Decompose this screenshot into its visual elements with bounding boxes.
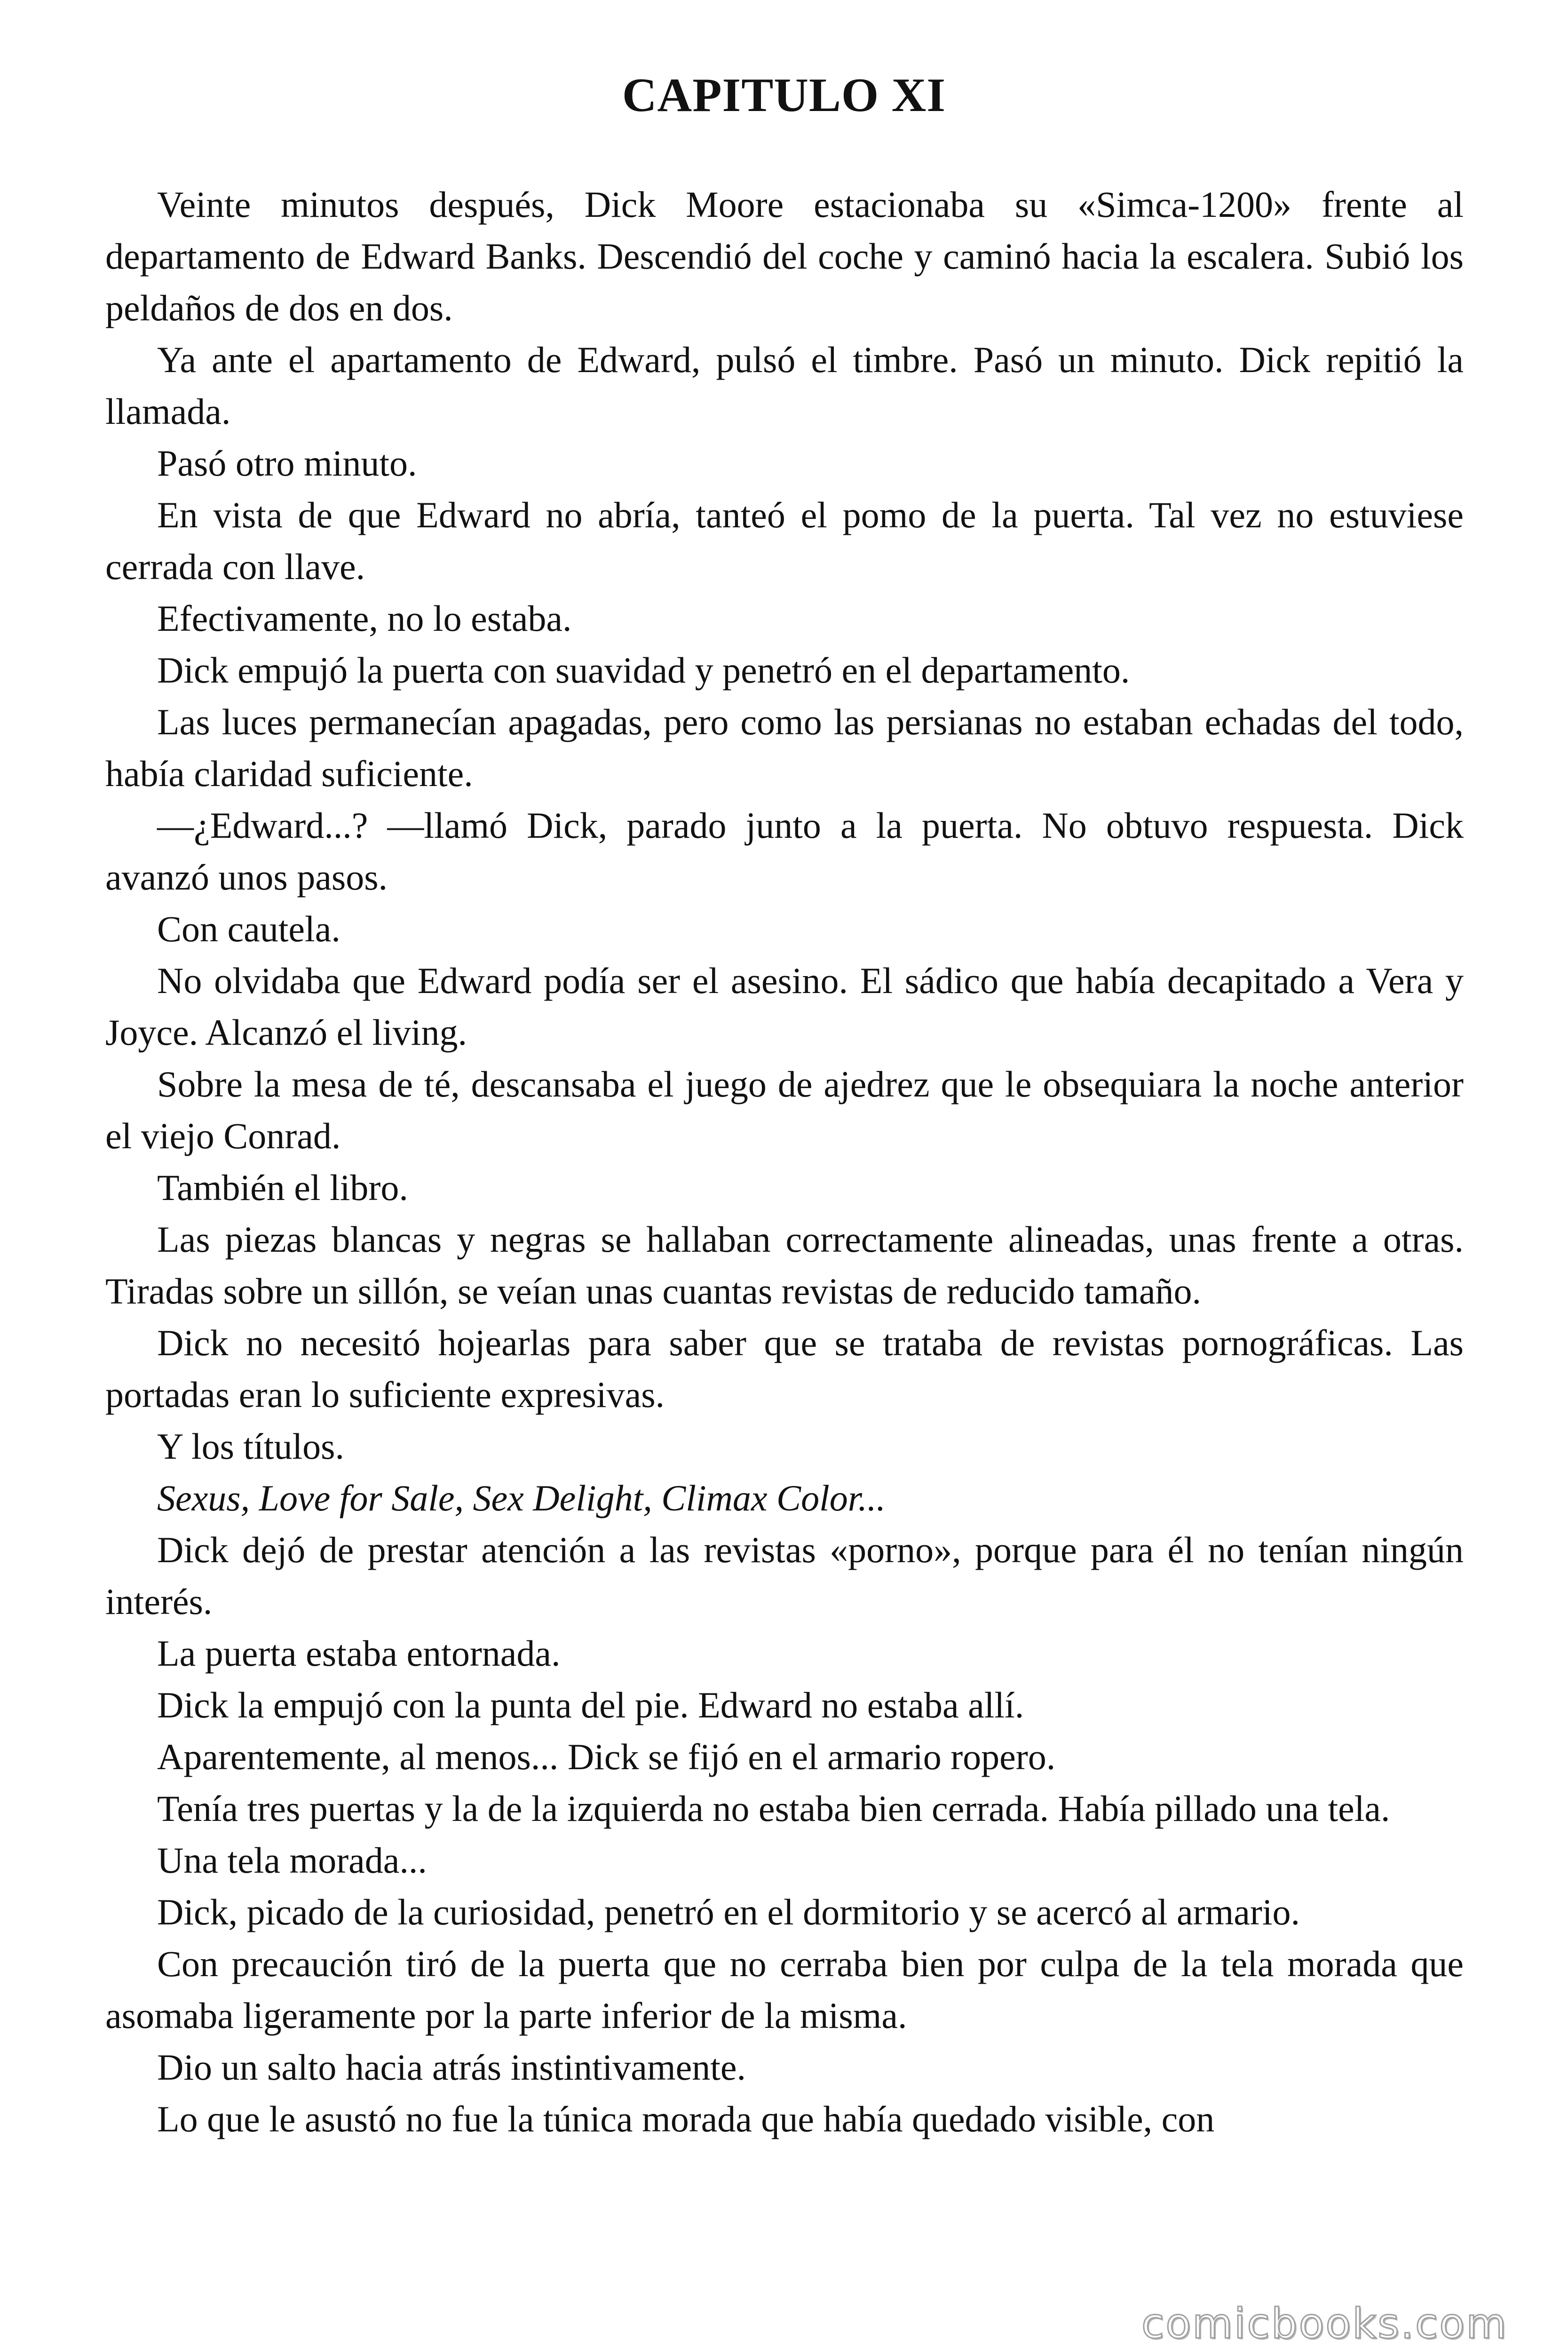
paragraph: Una tela morada... <box>157 1840 427 1881</box>
paragraph: La puerta estaba entornada. <box>157 1633 561 1674</box>
paragraph: En vista de que Edward no abría, tanteó el pomo de la puerta. Tal vez no estuviese cerrada con llave. <box>105 494 1464 587</box>
paragraph: Y los títulos. <box>157 1426 344 1467</box>
paragraph: Dick empujó la puerta con suavidad y penetró en el departamento. <box>157 650 1130 691</box>
paragraph: Dick, picado de la curiosidad, penetró en el dormitorio y se acercó al armario. <box>157 1891 1300 1932</box>
magazine-titles: Sexus, Love for Sale, Sex Delight, Climax Color... <box>157 1478 886 1518</box>
chapter-body <box>105 179 1464 2145</box>
paragraph: Las luces permanecían apagadas, pero como las persianas no estaban echadas del todo, había claridad suficiente. <box>105 701 1464 794</box>
paragraph: Veinte minutos después, Dick Moore estacionaba su «Simca-1200» frente al departamento de Edward Banks. Descendió del coche y caminó hacia la escalera. Subió los peldaños de dos en dos. <box>105 184 1464 328</box>
paragraph: Dick no necesitó hojearlas para saber que se trataba de revistas pornográficas. Las portadas eran lo suficiente expresivas. <box>105 1322 1464 1415</box>
paragraph: Dick la empujó con la punta del pie. Edward no estaba allí. <box>157 1685 1024 1725</box>
paragraph: No olvidaba que Edward podía ser el asesino. El sádico que había decapitado a Vera y Joyce. Alcanzó el living. <box>105 960 1464 1053</box>
chapter-title: CAPITULO XI <box>622 69 946 122</box>
paragraph: Con cautela. <box>157 908 341 949</box>
paragraph: Dick dejó de prestar atención a las revistas «porno», porque para él no tenían ningún interés. <box>105 1529 1464 1622</box>
watermark-logo: comicbooks.com <box>1141 2299 1508 2348</box>
paragraph: Efectivamente, no lo estaba. <box>157 598 572 639</box>
paragraph: Lo que le asustó no fue la túnica morada que había quedado visible, con <box>157 2098 1215 2139</box>
paragraph: Aparentemente, al menos... Dick se fijó en el armario ropero. <box>157 1736 1056 1777</box>
paragraph: Ya ante el apartamento de Edward, pulsó el timbre. Pasó un minuto. Dick repitió la llamada. <box>105 339 1464 432</box>
paragraph: —¿Edward...? —llamó Dick, parado junto a la puerta. No obtuvo respuesta. Dick avanzó unos pasos. <box>105 805 1464 898</box>
paragraph: Con precaución tiró de la puerta que no cerraba bien por culpa de la tela morada que asomaba ligeramente por la parte inferior de la misma. <box>105 1943 1464 2036</box>
paragraph: Sobre la mesa de té, descansaba el juego de ajedrez que le obsequiara la noche anterior el viejo Conrad. <box>105 1064 1464 1156</box>
paragraph: Dio un salto hacia atrás instintivamente. <box>157 2047 746 2088</box>
paragraph: También el libro. <box>157 1167 408 1208</box>
paragraph: Las piezas blancas y negras se hallaban correctamente alineadas, unas frente a otras. Tiradas sobre un sillón, se veían unas cuantas revistas de reducido tamaño. <box>105 1219 1464 1311</box>
paragraph: Pasó otro minuto. <box>157 443 417 484</box>
paragraph: Tenía tres puertas y la de la izquierda no estaba bien cerrada. Había pillado una tela. <box>157 1788 1390 1829</box>
